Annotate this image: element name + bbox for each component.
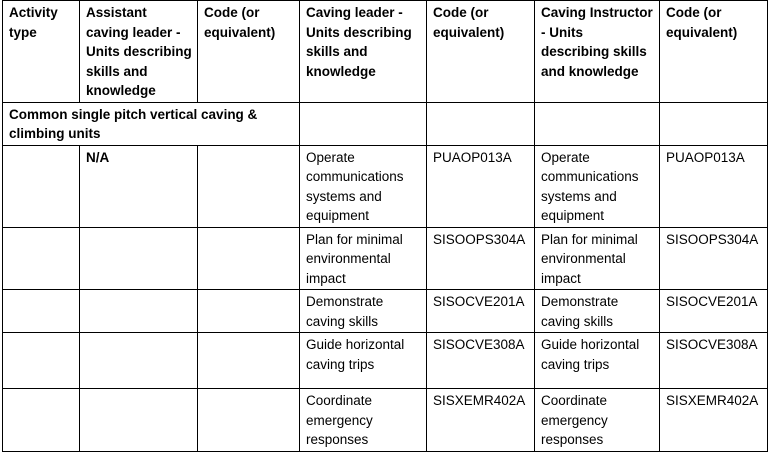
table-cell bbox=[427, 102, 535, 145]
assistant-unit-cell bbox=[80, 227, 198, 290]
table-row bbox=[3, 389, 768, 452]
leader-unit-cell: Demonstrate caving skills bbox=[300, 290, 427, 333]
instructor-code-cell: SISXEMR402A bbox=[660, 389, 768, 452]
instructor-unit-cell: Guide horizontal caving trips bbox=[535, 333, 660, 389]
instructor-code-cell: SISOCVE308A bbox=[660, 333, 768, 389]
section-row bbox=[3, 102, 768, 145]
instructor-code-cell: SISOCVE201A bbox=[660, 290, 768, 333]
section-title: Common single pitch vertical caving & climbing units bbox=[3, 102, 300, 145]
header-caving-instructor: Caving Instructor - Units describing skills and knowledge bbox=[535, 1, 660, 103]
activity-type-cell bbox=[3, 333, 80, 389]
instructor-code-cell: SISOOPS304A bbox=[660, 227, 768, 290]
header-activity-type: Activity type bbox=[3, 1, 80, 103]
units-table bbox=[2, 0, 768, 452]
header-caving-leader: Caving leader - Units describing skills and knowledge bbox=[300, 1, 427, 103]
leader-unit-cell: Guide horizontal caving trips bbox=[300, 333, 427, 389]
header-leader-code: Code (or equivalent) bbox=[427, 1, 535, 103]
activity-type-cell bbox=[3, 290, 80, 333]
assistant-code-cell bbox=[198, 290, 300, 333]
leader-code-cell: SISOCVE201A bbox=[427, 290, 535, 333]
table-row bbox=[3, 145, 768, 227]
assistant-unit-cell bbox=[80, 389, 198, 452]
leader-unit-cell: Plan for minimal environmental impact bbox=[300, 227, 427, 290]
leader-unit-cell: Coordinate emergency responses bbox=[300, 389, 427, 452]
activity-type-cell bbox=[3, 145, 80, 227]
instructor-unit-cell: Plan for minimal environmental impact bbox=[535, 227, 660, 290]
assistant-code-cell bbox=[198, 389, 300, 452]
leader-unit-cell: Operate communications systems and equipment bbox=[300, 145, 427, 227]
header-instructor-code: Code (or equivalent) bbox=[660, 1, 768, 103]
assistant-code-cell bbox=[198, 333, 300, 389]
leader-code-cell: SISOCVE308A bbox=[427, 333, 535, 389]
leader-code-cell: SISOOPS304A bbox=[427, 227, 535, 290]
instructor-unit-cell: Coordinate emergency responses bbox=[535, 389, 660, 452]
leader-code-cell: SISXEMR402A bbox=[427, 389, 535, 452]
table-row bbox=[3, 290, 768, 333]
table-cell bbox=[300, 102, 427, 145]
header-row bbox=[3, 1, 768, 103]
activity-type-cell bbox=[3, 227, 80, 290]
assistant-code-cell bbox=[198, 227, 300, 290]
assistant-unit-cell: N/A bbox=[80, 145, 198, 227]
table-cell bbox=[660, 102, 768, 145]
instructor-unit-cell: Operate communications systems and equipment bbox=[535, 145, 660, 227]
instructor-code-cell: PUAOP013A bbox=[660, 145, 768, 227]
header-assistant-code: Code (or equivalent) bbox=[198, 1, 300, 103]
table-row bbox=[3, 227, 768, 290]
assistant-unit-cell bbox=[80, 333, 198, 389]
activity-type-cell bbox=[3, 389, 80, 452]
assistant-code-cell bbox=[198, 145, 300, 227]
instructor-unit-cell: Demonstrate caving skills bbox=[535, 290, 660, 333]
table-row bbox=[3, 333, 768, 389]
leader-code-cell: PUAOP013A bbox=[427, 145, 535, 227]
table-cell bbox=[535, 102, 660, 145]
assistant-unit-cell bbox=[80, 290, 198, 333]
header-assistant-caving-leader: Assistant caving leader - Units describing skills and knowledge bbox=[80, 1, 198, 103]
